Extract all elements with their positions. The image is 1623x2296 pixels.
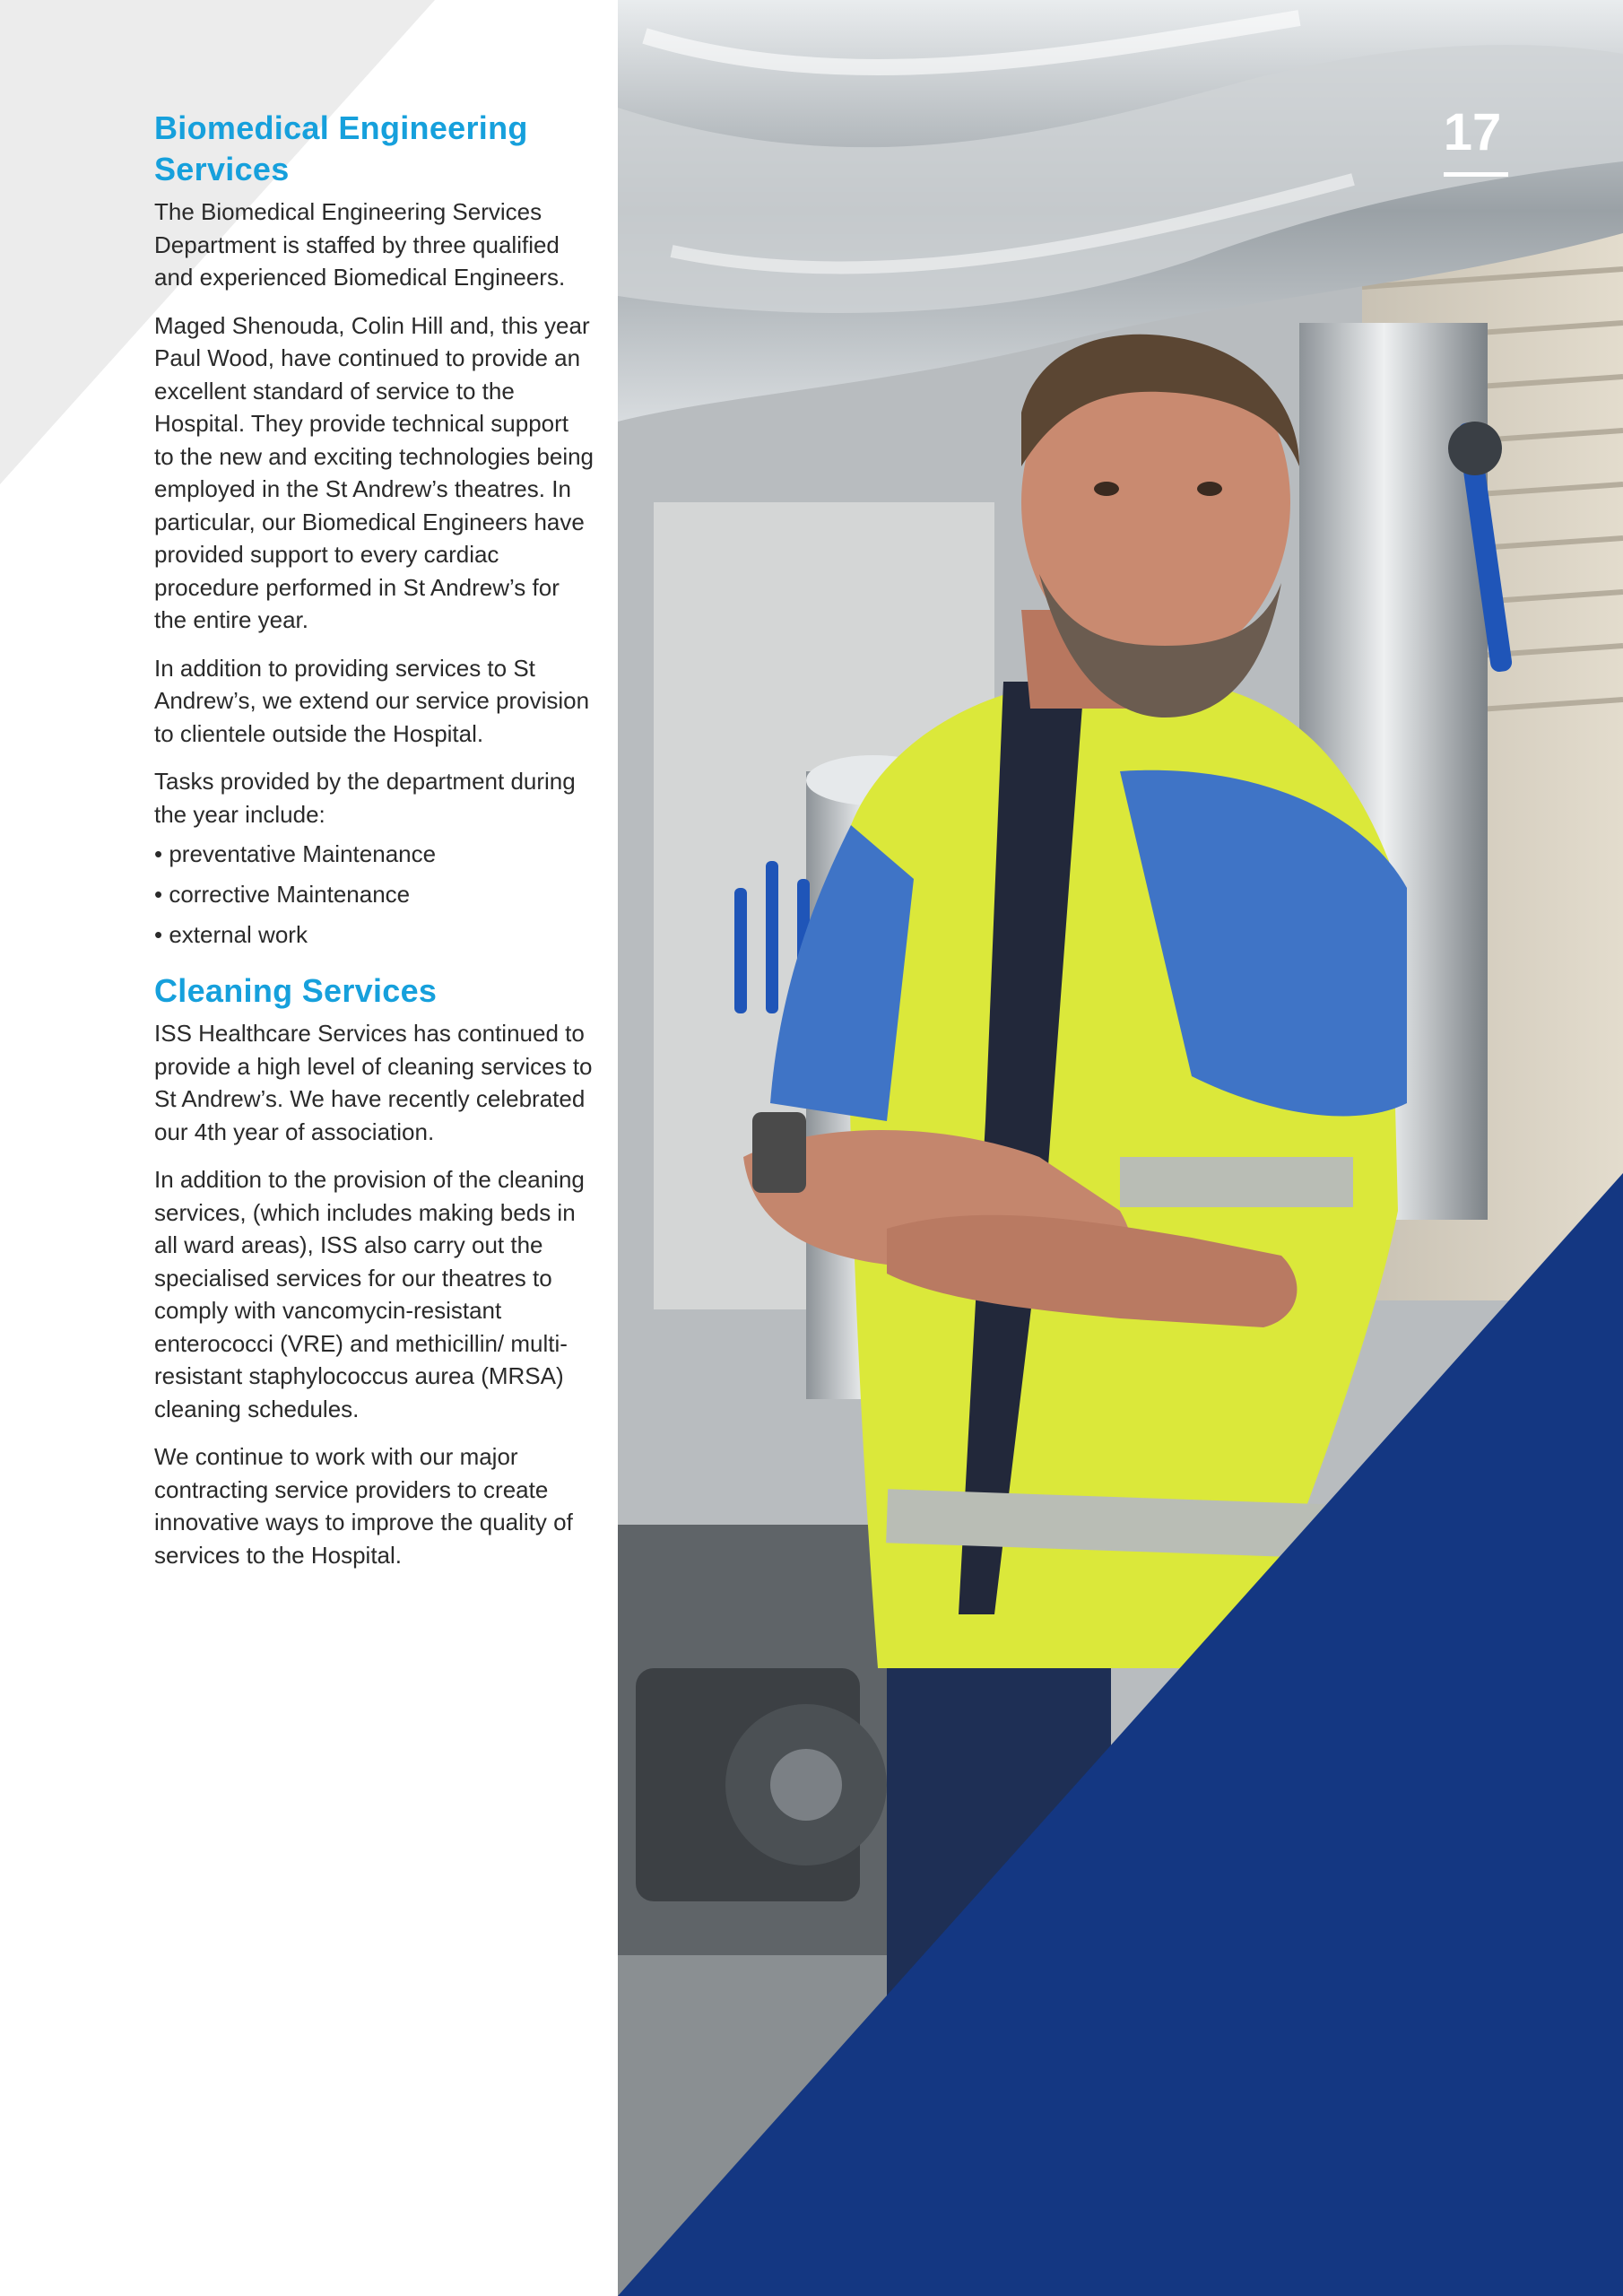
page-number: 17 (1443, 103, 1502, 161)
list-item: • preventative Maintenance (154, 838, 594, 870)
list-item: • corrective Maintenance (154, 878, 594, 910)
section-heading-biomedical: Biomedical Engineering Services (154, 109, 528, 187)
task-list (154, 838, 594, 951)
page-number-underline (1444, 172, 1508, 177)
paragraph: Tasks provided by the department during the year include: (154, 768, 576, 828)
paragraph: In addition to the provision of the cleaning services, (which includes making beds in all ward areas), ISS also carry out the specialised services for our theatres to comply with vancomycin-resistant enterococci (VRE) and methicillin/ multi-resistant staphylococcus aurea (MRSA) cleaning schedules. (154, 1166, 585, 1422)
paragraph: We continue to work with our major contracting service providers to create innovative ways to improve the quality of services to the Hospital. (154, 1443, 573, 1569)
paragraph: The Biomedical Engineering Services Department is staffed by three qualified and experienced Biomedical Engineers. (154, 198, 566, 291)
list-item: • external work (154, 918, 594, 951)
paragraph: Maged Shenouda, Colin Hill and, this year Paul Wood, have continued to provide an excellent standard of service to the Hospital. They provide technical support to the new and exciting technologies being employed in the St Andrew’s theatres. In particular, our Biomedical Engineers have provided support to every cardiac procedure performed in St Andrew’s for the entire year. (154, 311, 595, 633)
text-column (154, 108, 594, 1587)
paragraph: In addition to providing services to St Andrew’s, we extend our service provision to clientele outside the Hospital. (154, 654, 590, 747)
paragraph: ISS Healthcare Services has continued to provide a high level of cleaning services to St Andrew’s. We have recently celebrated our 4th year of association. (154, 1020, 593, 1145)
section-heading-cleaning: Cleaning Services (154, 972, 438, 1009)
